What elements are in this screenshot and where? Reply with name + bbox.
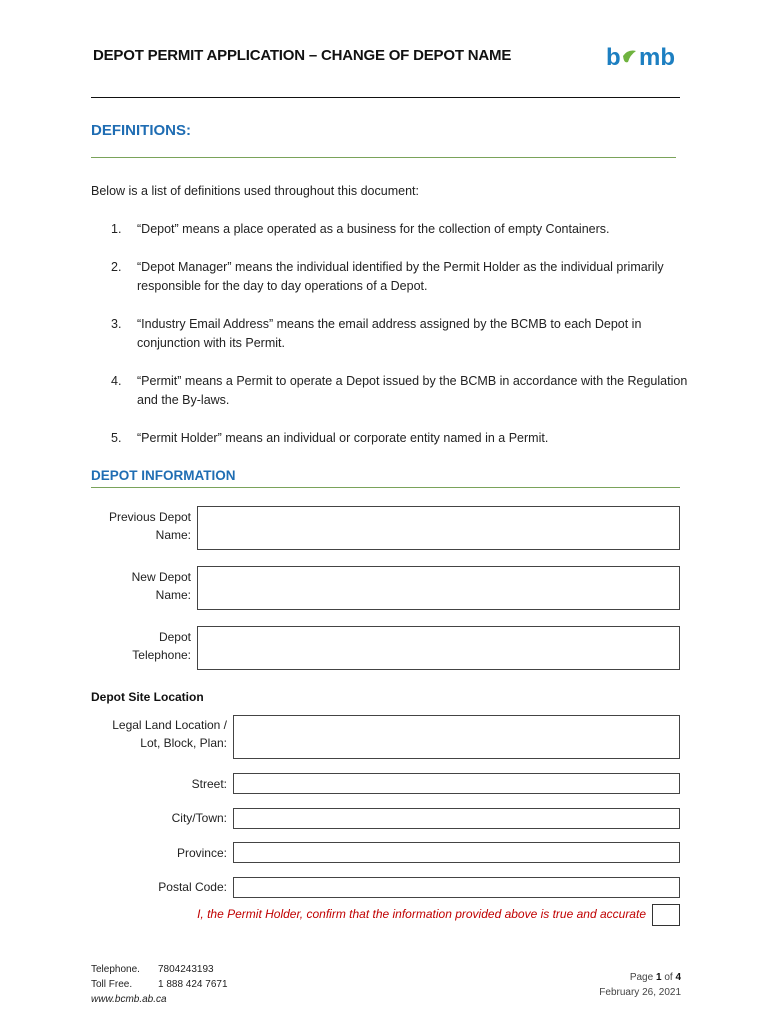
confirmation-statement: I, the Permit Holder, confirm that the information provided above is true and accurate [197,907,646,921]
definition-text: “Permit Holder” means an individual or corporate entity named in a Permit. [137,431,549,445]
city-town-field[interactable] [233,808,680,829]
list-number: 3. [111,317,122,331]
legal-land-location-field[interactable] [233,715,680,759]
definitions-list [91,220,691,467]
tollfree-label: Toll Free. [91,979,133,990]
definition-text: “Industry Email Address” means the email address assigned by the BCMB to each Depot in conjunction with its Permit. [137,317,642,350]
definitions-intro: Below is a list of definitions used throughout this document: [91,184,419,198]
confirmation-checkbox[interactable] [652,904,680,926]
city-town-label: City/Town: [171,811,227,825]
list-item [91,220,691,239]
svg-text:mb: mb [639,44,675,71]
list-item [91,372,691,410]
revision-date: February 26, 2021 [599,987,681,998]
list-number: 2. [111,260,122,274]
telephone-label: Telephone. [91,964,140,975]
legal-land-location-label: Legal Land Location / Lot, Block, Plan: [112,718,227,750]
bcmb-logo [606,42,684,72]
new-depot-name-field[interactable] [197,566,680,610]
page-title: DEPOT PERMIT APPLICATION – CHANGE OF DEPOT NAME [93,47,512,64]
definition-text: “Depot Manager” means the individual identified by the Permit Holder as the individual primarily responsible for the day to day operations of a Depot. [137,260,664,293]
postal-code-field[interactable] [233,877,680,898]
previous-depot-name-label: Previous Depot Name: [108,510,191,542]
depot-information-heading: DEPOT INFORMATION [91,468,236,483]
list-item [91,315,691,353]
list-number: 4. [111,374,122,388]
province-label: Province: [176,846,227,860]
website-link[interactable]: www.bcmb.ab.ca [91,994,167,1005]
depot-telephone-label: Depot Telephone: [132,630,191,662]
list-number: 1. [111,222,122,236]
list-item [91,258,691,296]
depot-information-divider [91,487,680,488]
postal-code-label: Postal Code: [158,880,227,894]
definitions-heading: DEFINITIONS: [91,122,191,139]
street-field[interactable] [233,773,680,794]
list-item [91,429,691,448]
page-number: Page 1 of 4 [629,972,681,983]
new-depot-name-label: New Depot Name: [131,570,191,602]
depot-site-location-heading: Depot Site Location [91,690,204,704]
definition-text: “Depot” means a place operated as a business for the collection of empty Containers. [137,222,610,236]
street-label: Street: [191,777,227,791]
previous-depot-name-field[interactable] [197,506,680,550]
depot-telephone-field[interactable] [197,626,680,670]
province-field[interactable] [233,842,680,863]
tollfree-value: 1 888 424 7671 [158,979,228,990]
telephone-value: 7804243193 [158,964,214,975]
svg-text:b: b [606,44,621,71]
definitions-divider [91,157,676,158]
footer-page-info [560,970,681,1000]
list-number: 5. [111,431,122,445]
header-divider [91,97,680,98]
footer-contact [91,962,228,1007]
definition-text: “Permit” means a Permit to operate a Depot issued by the BCMB in accordance with the Regulation and the By-laws. [137,374,688,407]
